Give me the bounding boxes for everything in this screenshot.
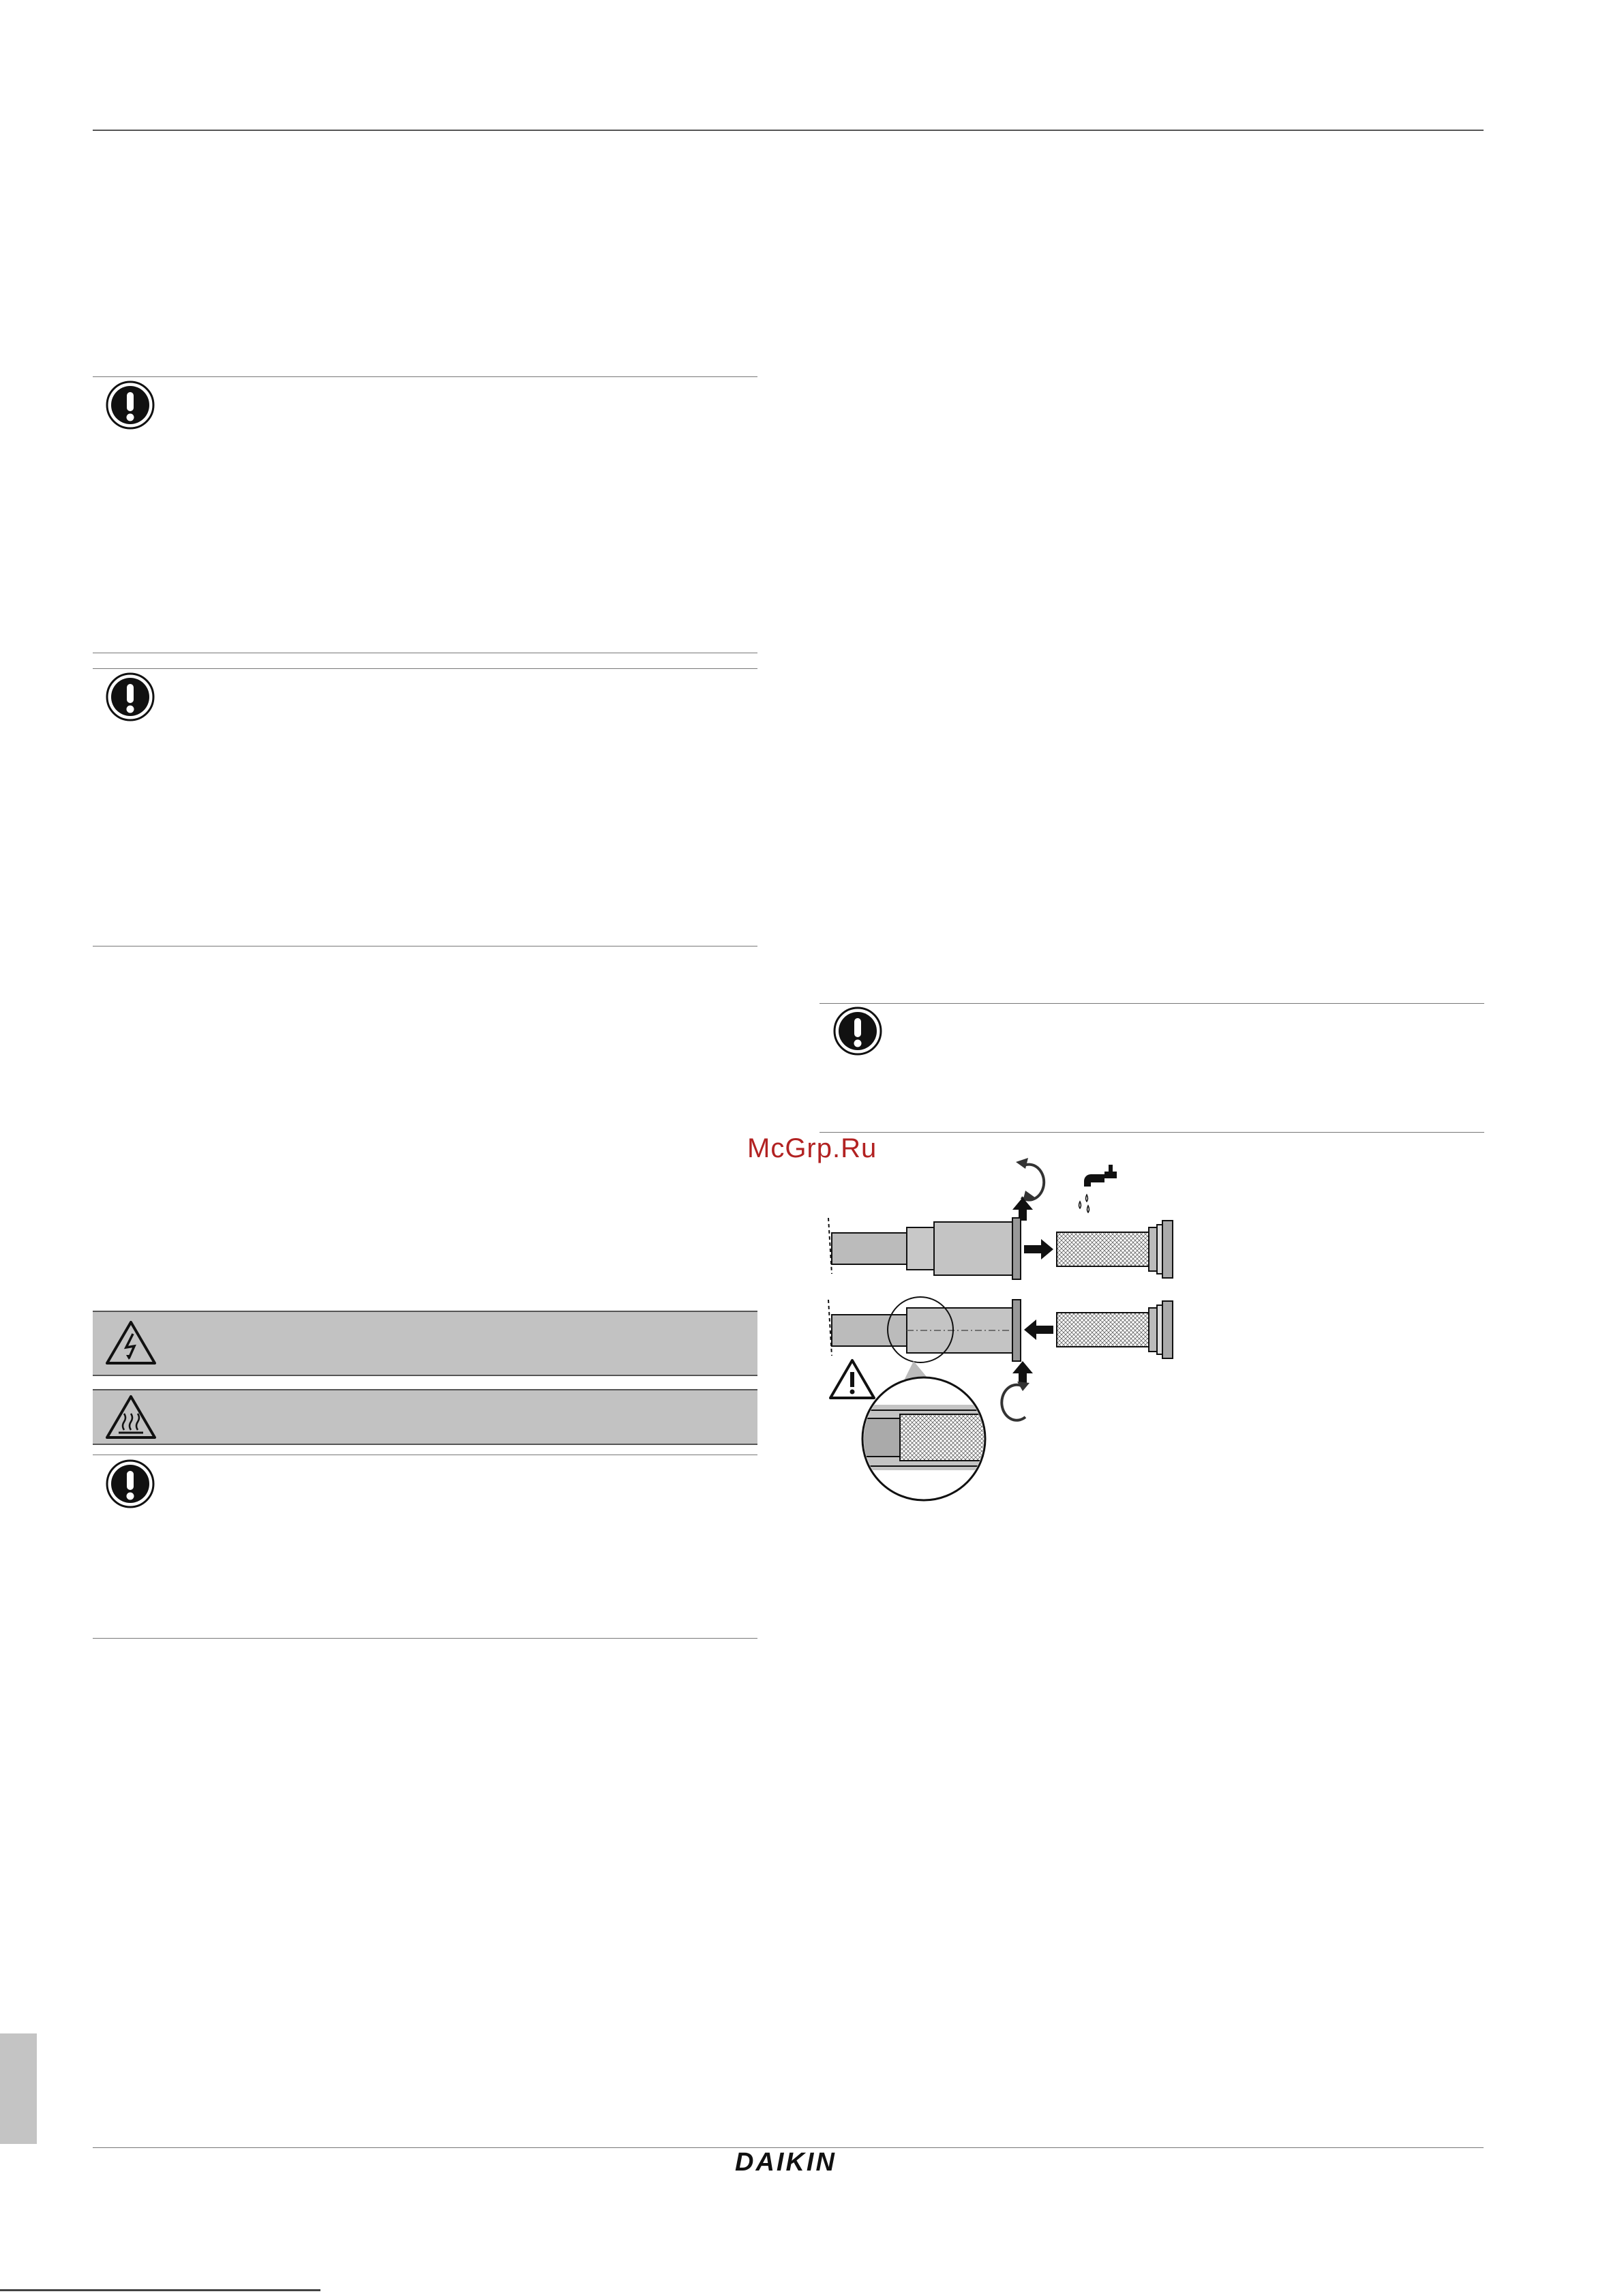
arrow-right-icon bbox=[1024, 1239, 1053, 1259]
exclamation-circle-icon bbox=[106, 672, 155, 721]
filter-cleaning-illustration bbox=[818, 1132, 1200, 1521]
exclamation-circle-icon bbox=[106, 1459, 155, 1508]
watermark-text: McGrp.Ru bbox=[747, 1133, 877, 1163]
hot-surface-warning-icon bbox=[105, 1395, 157, 1440]
rotate-clip-icon bbox=[1002, 1382, 1029, 1420]
pipe-top bbox=[828, 1218, 1021, 1279]
electrical-warning-banner bbox=[93, 1311, 757, 1376]
exclamation-circle-icon bbox=[833, 1007, 882, 1056]
daikin-logo: DAIKIN bbox=[735, 2148, 837, 2177]
note-3-bottom-rule bbox=[93, 1638, 757, 1639]
magnified-detail bbox=[859, 1361, 995, 1500]
pipe-bottom bbox=[828, 1297, 1021, 1362]
caution-triangle-icon bbox=[830, 1360, 874, 1398]
hot-surface-warning-banner bbox=[93, 1389, 757, 1445]
side-tab bbox=[0, 2033, 37, 2144]
faucet-icon bbox=[1079, 1165, 1117, 1212]
arrow-left-icon bbox=[1024, 1320, 1053, 1340]
filter-mesh-bottom bbox=[1057, 1301, 1173, 1358]
note-2-top-rule bbox=[93, 668, 757, 669]
arrow-up-icon bbox=[1012, 1361, 1033, 1384]
filter-mesh-top bbox=[1057, 1221, 1173, 1278]
header-rule bbox=[93, 130, 1484, 131]
note-4-top-rule bbox=[819, 1003, 1484, 1004]
exclamation-circle-icon bbox=[106, 381, 155, 430]
scan-artifact-line bbox=[0, 2289, 320, 2291]
rotate-clip-icon bbox=[1016, 1158, 1044, 1202]
note-1-top-rule bbox=[93, 376, 757, 377]
high-voltage-warning-icon bbox=[105, 1320, 157, 1365]
